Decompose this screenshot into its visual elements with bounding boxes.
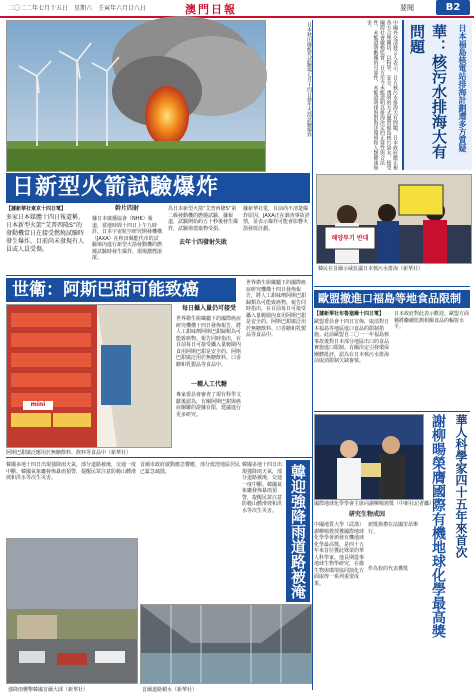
divider-rule: [6, 275, 312, 276]
fukushima-subhead: 日本福島核電站排海計劃遭多方質疑: [458, 24, 467, 152]
award-photo: [314, 414, 424, 500]
protest-photo: [316, 174, 472, 264]
rain-photo-tunnel: [140, 604, 312, 684]
fukushima-body: 中國外交部發言人表示，日方核污水排海大有問題，日本政府應正視各方合理關切，以科學、安全、透明的方式處置福島核污染水，接受國際社會嚴格監督。日方至今未能證明其排海決定的正當性與合法性，未能證明數據的可靠性，未能證明排海對海洋環境和人類健康無害。: [366, 20, 398, 170]
protest-photo-caption: 韓民在首爾示威抗議日本核污水排海（新華社）: [318, 266, 424, 272]
price-tag-label: mini: [30, 401, 46, 408]
page-header: [0, 0, 474, 18]
rocket-photo-caption: 日本秋田縣能代試驗場七月十四日發生火箭試驗爆炸: [306, 22, 312, 137]
divider-rule: [314, 286, 470, 287]
aspartame-subheading: 每日攝入量仍可接受: [181, 305, 236, 312]
rain-photo-street: [6, 538, 138, 684]
rocket-subheading-2: 去年十四發射失敗: [178, 239, 227, 246]
protest-sign-text: 해양투기 반대: [331, 235, 369, 242]
page-number: B2: [436, 0, 470, 15]
section-label: 要聞: [400, 4, 414, 12]
rocket-headline: 日新型火箭試驗爆炸: [6, 173, 310, 203]
fukushima-headline-box: [402, 20, 472, 170]
eu-headline: 歐盟撤進口福島等地食品限制: [314, 290, 470, 308]
rain-headline: 韓迎強降雨道路被淹: [286, 460, 310, 602]
fukushima-headline: 華：核污水排海大有問題: [408, 24, 448, 159]
rocket-body-1: 多家日本媒體十四日報道稱，日本新型火箭“艾普西隆S”的發動機當日在接受燃燒試驗時發生爆炸，目前尚未發現有人員或人員受傷。: [6, 214, 85, 253]
scientist-headline-2: 謝柳暘榮膺國際有機地球化學最高獎: [430, 414, 446, 638]
aspartame-body-2: 專家委員會審查了現有科學文獻後認為，有關阿斯巴甜與癌症關聯的證據有限，建議進行更多研究。: [176, 392, 242, 418]
scientist-body-2: 頒獎典禮在法國里昂舉行。: [368, 522, 419, 535]
rocket-body-3: 為日本新型火箭“艾普西隆S”第二級發動機的燃燒試驗。據報道，試驗開始約五十秒後發生爆炸，試驗場建築物受損。: [168, 206, 239, 232]
rocket-dateline: 【據新華社東京十四日電】: [6, 206, 67, 212]
supermarket-photo: [6, 304, 172, 448]
date-line: 二〇二二年七月十五日 星期六 壬寅年六月廿八日: [8, 5, 147, 12]
scientist-body: 中國地質大學（武漢）謝柳暘教授獲國際地球化學學會頒發有機地球化學最高獎，是四十五年來首位獲此殊榮的華人科學家。他長期從事地球生物學研究，在微生物與環境協同演化方面取得一系列重要成果。: [314, 522, 365, 587]
rain-photo-caption-1: 強降雨襲擊韓國首爾大邱（新華社）: [8, 687, 89, 693]
supermarket-photo-caption: 阿斯巴甜廣泛應用於無糖飲料、飲料等食品中（新華社）: [6, 450, 132, 456]
divider-rule: [6, 457, 312, 458]
rain-photo-caption-2: 首爾道路積水（新華社）: [142, 687, 198, 693]
eu-body-2: 日本政府對此表示歡迎。歐盟方面稱將繼續監測相關食品的輻射水平。: [394, 311, 470, 330]
award-photo-caption: 國際地球化學學會主席向謝柳暘頒獎（中新社記者攝）: [314, 501, 435, 507]
rocket-subheading: 幹片四射: [114, 205, 139, 212]
rain-body: 韓國多地十四日出現強降雨天氣，部分道路被淹，交通一度中斷。韓國氣象廳發佈暴雨預警，提醒民眾注意防範山體滑坡和洪水等次生災害。: [6, 462, 137, 481]
rain-body-3: 韓國多地十四日出現強降雨天氣，部分道路被淹，交通一度中斷。韓國氣象廳發佈暴雨預警，提醒民眾注意防範山體滑坡和洪水等次生災害。: [242, 462, 283, 514]
masthead: 澳門日報: [185, 3, 237, 16]
rocket-body-4: 據新華社電，目前尚不清楚爆炸原因，JAXA正在調查事故詳情，並表示爆炸可能會影響火箭發射計劃。: [243, 206, 310, 232]
rain-body-2: 首爾市政府啟動應急響應，部分低窪地區居民已緊急疏散。: [140, 462, 241, 475]
divider-rule: [312, 20, 313, 690]
eu-body: 歐盟委員會十四日宣佈，取消對日本福島等地區進口食品的限制措施。此前歐盟自二〇一一年福島核事故後對日本部分地區出口的食品實施進口限制。有關決定引發環保團體批評，認為在日本核污水排海前取消限制欠缺審慎。: [314, 319, 390, 364]
scientist-headline: 華人科學家四十五年來首次: [454, 414, 468, 558]
rocket-body-2: 據日本廣播協會（NHK）報道，當地時間十四日上午九時許，日本宇宙航空研究開發機構（JAXA）在秋田縣能代市的試驗場內進行新型火箭發動機的燃燒試驗時發生爆炸，現場濃煙滾滾。: [92, 216, 163, 261]
eu-dateline: 【據新華社布魯塞爾十四日電】: [314, 311, 385, 317]
aspartame-subheading-2: 一種人工代糖: [190, 381, 227, 388]
aspartame-body: 世界衛生組織屬下的國際癌症研究機構十四日發佈報告，將人工甜味劑阿斯巴甜歸類為可能致癌物。報告同時指出，在目前每日可接受攝入量範圍內食用阿斯巴甜是安全的。阿斯巴甜廣泛用於無糖飲料、口香糖和乳製品等食品中。: [176, 316, 242, 368]
divider-rule: [314, 411, 470, 412]
scientist-subheading: 研究生物成因: [348, 511, 385, 518]
aspartame-body-3: 世界衛生組織屬下的國際癌症研究機構十四日發佈報告，將人工甜味劑阿斯巴甜歸類為可能致癌物。報告同時指出，在目前每日可接受攝入量範圍內食用阿斯巴甜是安全的。阿斯巴甜廣泛用於無糖飲料、口香糖和乳製品等食品中。: [246, 280, 307, 338]
scientist-side-text: 作為校的代表獲獎: [368, 566, 409, 572]
rocket-explosion-photo: [6, 20, 266, 172]
aspartame-headline: 世衛：阿斯巴甜可能致癌: [6, 278, 236, 302]
